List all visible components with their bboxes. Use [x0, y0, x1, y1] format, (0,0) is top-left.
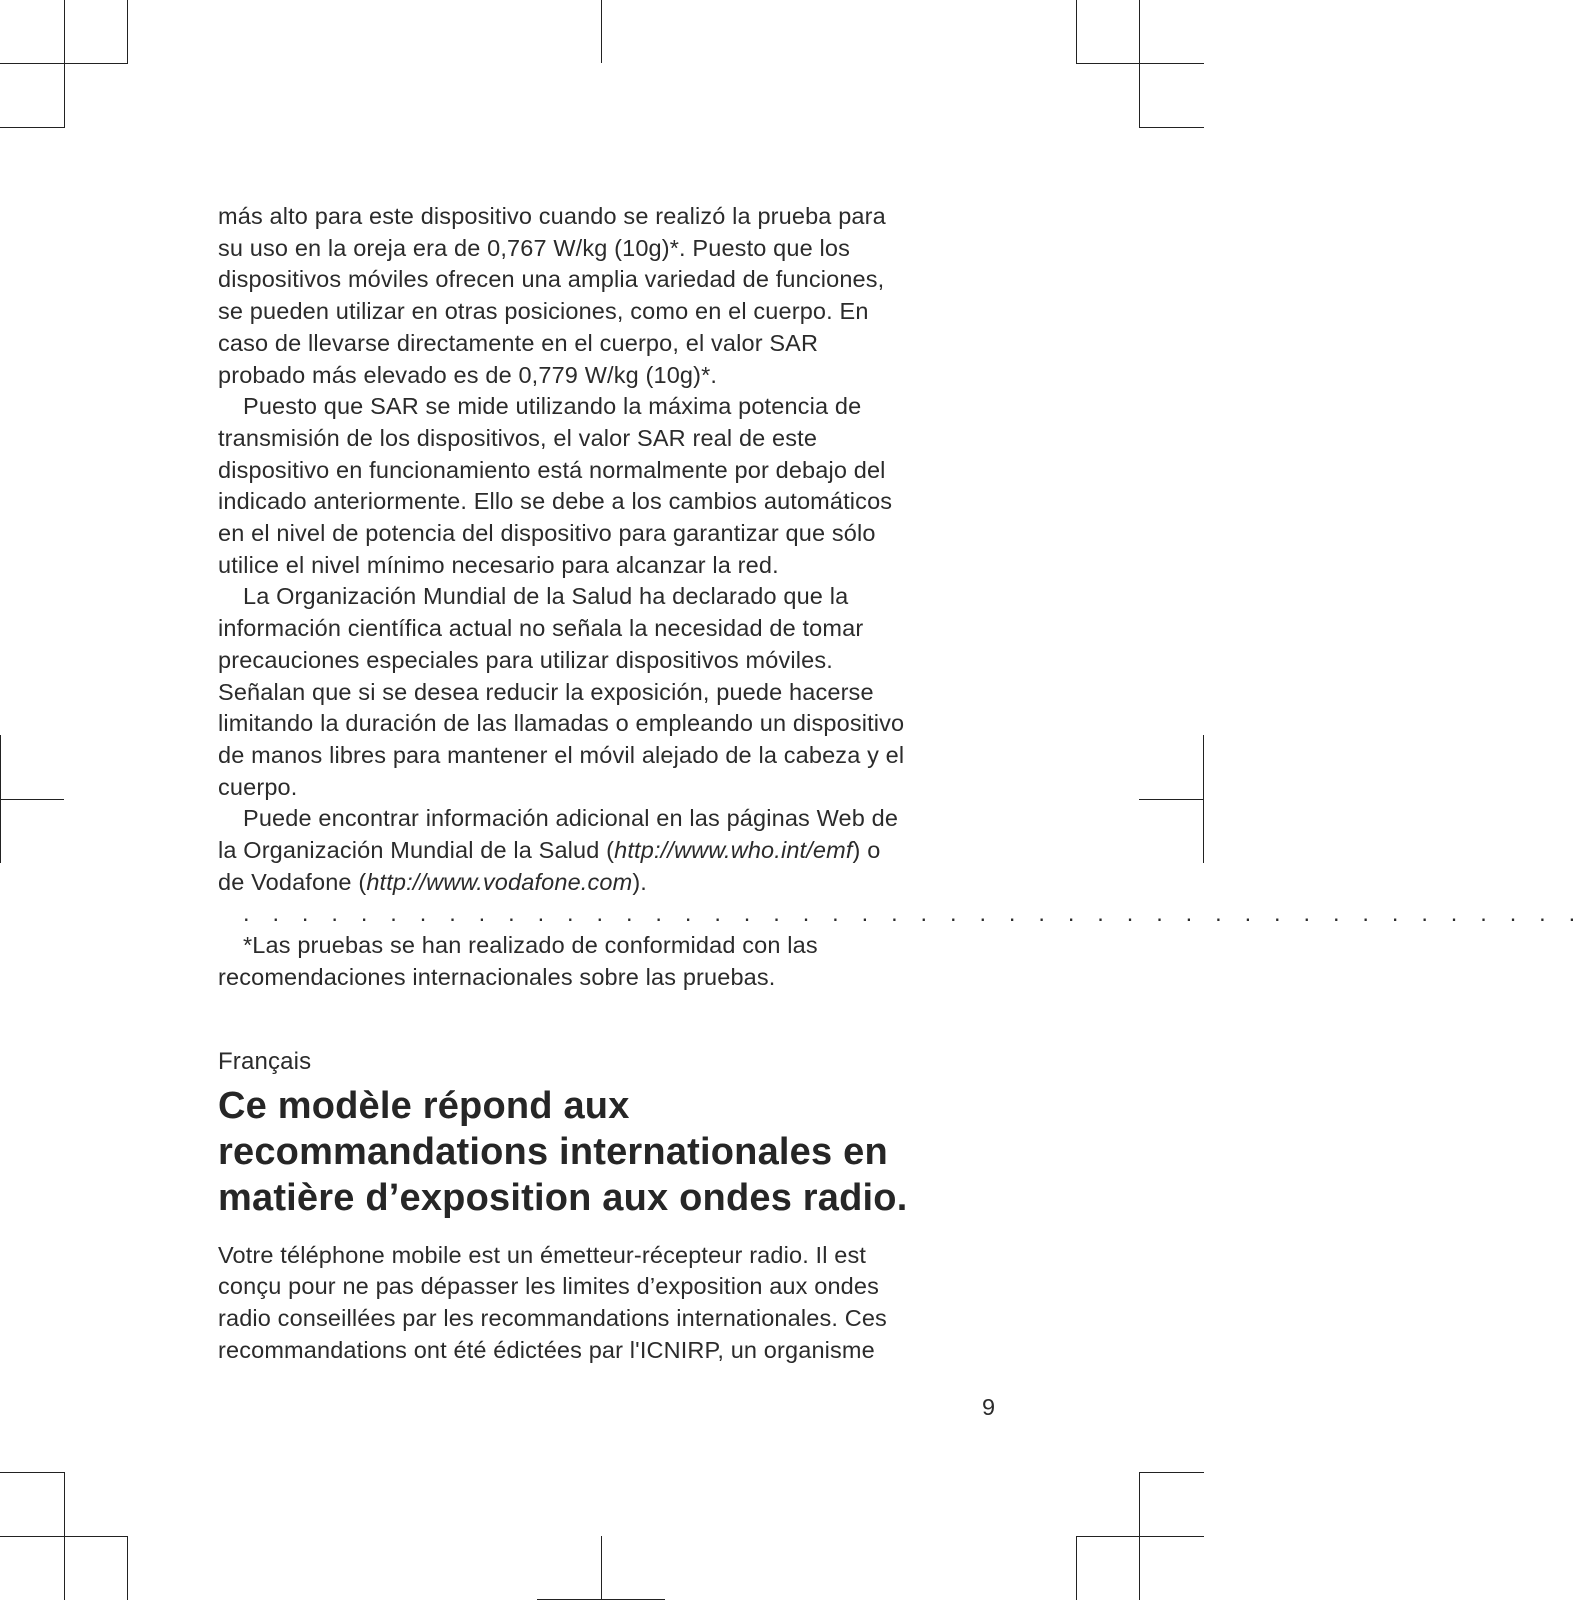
crop-mark — [1139, 1472, 1204, 1473]
text-line: dispositivos móviles ofrecen una amplia variedad de funciones, — [218, 266, 885, 293]
text-line: dispositivo en funcionamiento está normalmente por debajo del — [218, 456, 886, 483]
crop-mark — [0, 1472, 64, 1473]
text-line: *Las pruebas se han realizado de conformidad con las — [243, 932, 818, 959]
page-number: 9 — [982, 1394, 996, 1420]
paragraph-more-info — [218, 803, 1008, 898]
text-line: probado más elevado es de 0,779 W/kg (10g)*. — [218, 361, 718, 388]
text-line: conçu pour ne pas dépasser les limites d’exposition aux ondes — [218, 1273, 880, 1300]
paragraph-french-intro — [218, 1240, 1008, 1367]
text-line: en el nivel de potencia del dispositivo para garantizar que sólo — [218, 520, 876, 547]
crop-mark — [127, 0, 128, 64]
text-fragment: la Organización Mundial de la Salud ( — [218, 837, 615, 864]
text-line: indicado anteriormente. Ello se debe a los cambios automáticos — [218, 488, 893, 515]
text-line: se pueden utilizar en otras posiciones, como en el cuerpo. En — [218, 298, 869, 325]
crop-mark — [601, 0, 602, 63]
dotted-separator: . . . . . . . . . . . . . . . . . . . . . . . . . . . . . . . . . . . . . . . . . . . . . . — [243, 900, 1583, 927]
text-line: caso de llevarse directamente en el cuerpo, el valor SAR — [218, 329, 819, 356]
text-line: de manos libres para mantener el móvil alejado de la cabeza y el — [218, 741, 905, 768]
paragraph-sar-measurement — [218, 391, 1008, 581]
text-line: Puede encontrar información adicional en las páginas Web de — [243, 805, 899, 832]
text-fragment: ). — [632, 868, 647, 895]
text-line — [218, 835, 1008, 867]
text-line: recomendaciones internacionales sobre las pruebas. — [218, 963, 776, 990]
text-line — [218, 867, 1008, 899]
crop-mark — [1076, 1536, 1204, 1537]
crop-mark — [1139, 0, 1140, 128]
text-line: precauciones especiales para utilizar dispositivos móviles. — [218, 646, 833, 673]
text-line: recommandations ont été édictées par l'ICNIRP, un organisme — [218, 1336, 875, 1363]
text-line: La Organización Mundial de la Salud ha declarado que la — [243, 583, 849, 610]
crop-mark — [1076, 1536, 1077, 1600]
text-fragment: ) o — [852, 837, 881, 864]
crop-mark — [0, 63, 128, 64]
text-line: Votre téléphone mobile est un émetteur-récepteur radio. Il est — [218, 1241, 867, 1268]
crop-mark — [1076, 0, 1077, 64]
crop-mark — [1076, 63, 1204, 64]
paragraph-sar-values — [218, 201, 1008, 391]
heading-line: recommandations internationales en — [218, 1130, 888, 1173]
text-line: su uso en la oreja era de 0,767 W/kg (10g)*. Puesto que los — [218, 234, 850, 261]
text-line: Puesto que SAR se mide utilizando la máxima potencia de — [243, 393, 862, 420]
text-line: radio conseillées par les recommandations internationales. Ces — [218, 1304, 887, 1331]
text-line: Señalan que si se desea reducir la exposición, puede hacerse — [218, 678, 874, 705]
crop-mark — [127, 1536, 128, 1600]
heading-line: Ce modèle répond aux — [218, 1084, 630, 1127]
heading-line: matière d’exposition aux ondes radio. — [218, 1176, 908, 1219]
text-line: más alto para este dispositivo cuando se realizó la prueba para — [218, 203, 886, 229]
language-label: Français — [218, 1047, 312, 1075]
text-line: transmisión de los dispositivos, el valor SAR real de este — [218, 424, 818, 451]
text-fragment: de Vodafone ( — [218, 868, 367, 895]
text-line: utilice el nivel mínimo necesario para alcanzar la red. — [218, 551, 779, 578]
text-line: limitando la duración de las llamadas o empleando un dispositivo — [218, 710, 905, 737]
text-line: cuerpo. — [218, 773, 298, 800]
footnote — [218, 930, 1008, 993]
who-link[interactable]: http://www.who.int/emf — [614, 837, 853, 864]
vodafone-link[interactable]: http://www.vodafone.com — [366, 868, 633, 895]
crop-mark — [1139, 799, 1204, 800]
crop-mark — [1139, 127, 1204, 128]
crop-mark — [0, 1536, 128, 1537]
crop-mark — [601, 1536, 602, 1600]
section-heading — [218, 1083, 1008, 1221]
text-line: información científica actual no señala la necesidad de tomar — [218, 615, 864, 642]
page-content — [218, 201, 1583, 1366]
crop-mark — [64, 0, 65, 128]
crop-mark — [0, 799, 64, 800]
crop-mark — [0, 127, 64, 128]
paragraph-who-statement — [218, 581, 1008, 803]
